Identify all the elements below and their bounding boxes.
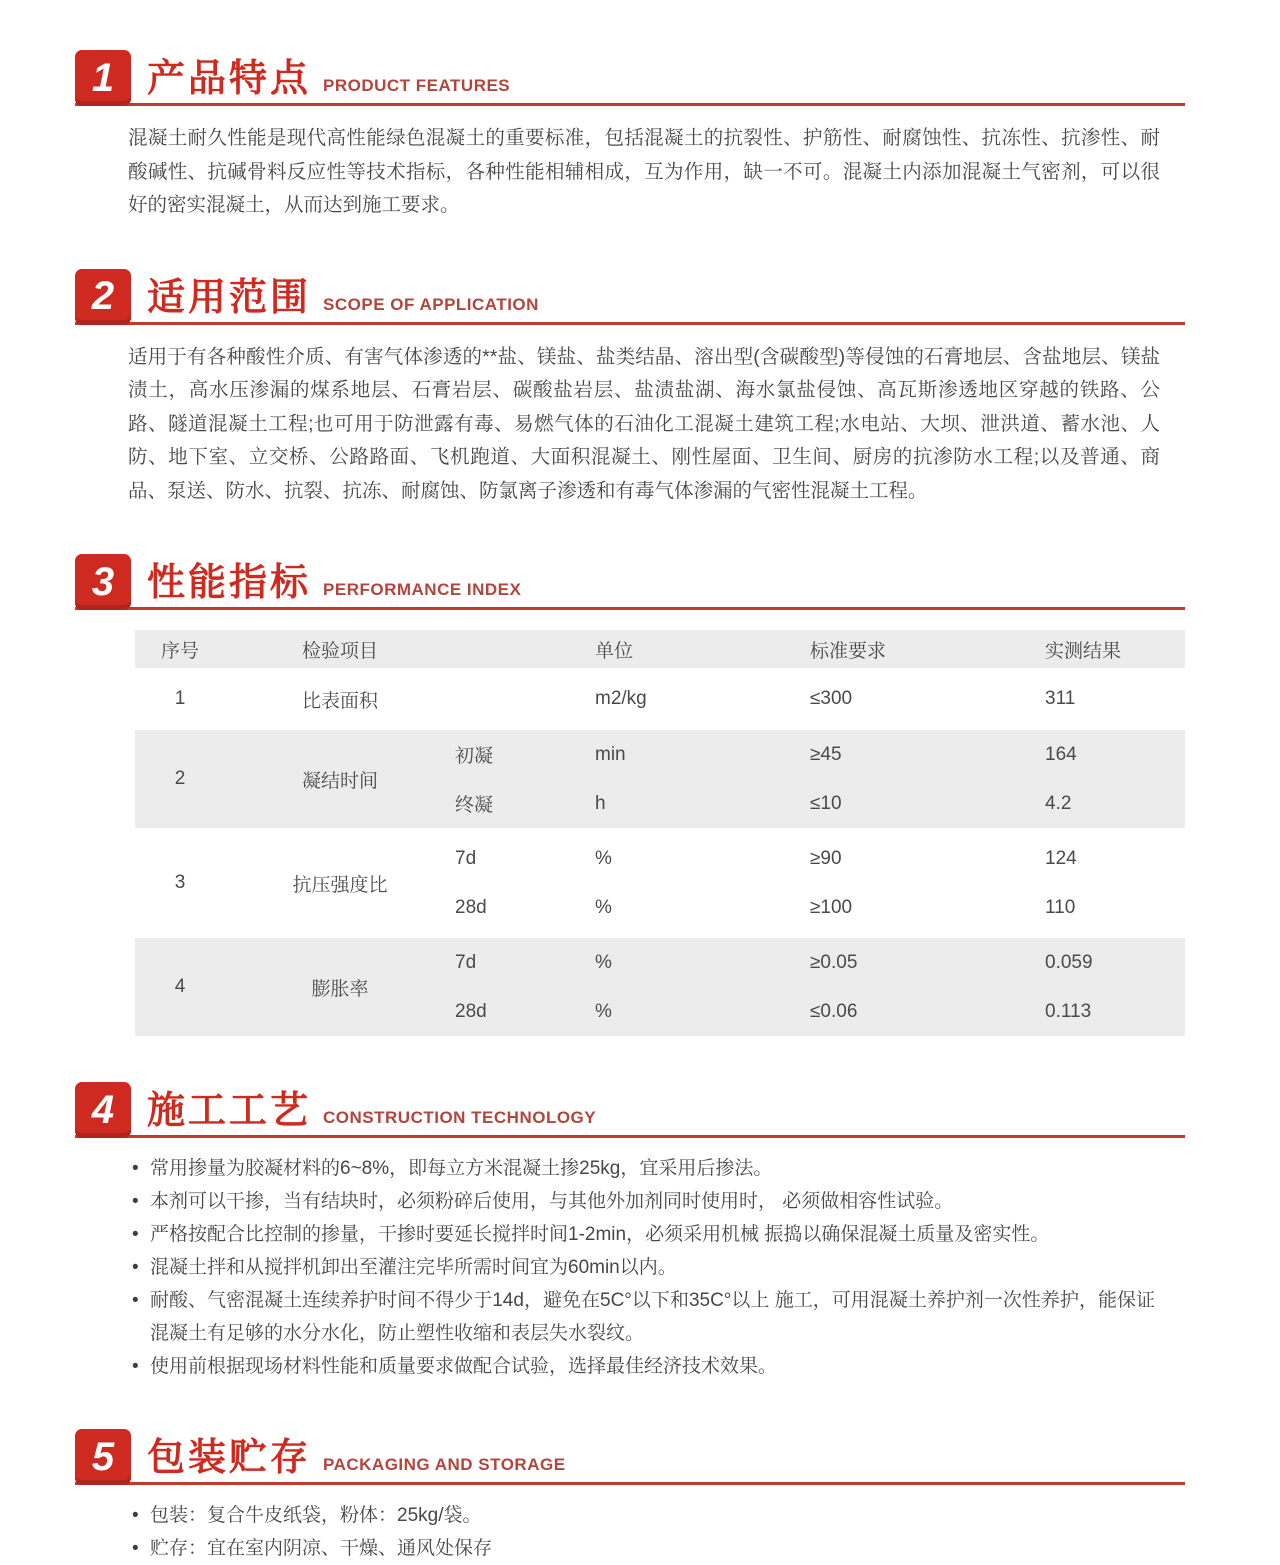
bullet-item: • 混凝土拌和从搅拌机卸出至灌注完毕所需时间宜为60min以内。 (128, 1251, 1155, 1284)
bullet-item: • 使用前根据现场材料性能和质量要求做配合试验，选择最佳经济技术效果。 (128, 1350, 1155, 1383)
section-construction-technology (75, 1082, 1185, 1383)
cell-standard: ≥90 (810, 847, 842, 869)
section-performance-index (75, 554, 1185, 1036)
cell-standard: ≤300 (810, 688, 853, 709)
section-number: 5 (91, 1434, 115, 1479)
cell-item: 凝结时间 (301, 770, 378, 792)
section-product-features (75, 50, 1185, 223)
cell-unit: m2/kg (595, 688, 647, 709)
cell-standard: ≥0.05 (810, 951, 858, 973)
section-header (75, 50, 1185, 106)
col-header-result: 实测结果 (1045, 640, 1122, 662)
cell-unit: % (595, 951, 612, 973)
table-row (135, 674, 1185, 724)
section-number-badge (75, 1429, 131, 1485)
section-number: 1 (91, 55, 115, 100)
col-header-unit: 单位 (595, 640, 634, 662)
section-subtitle-en: CONSTRUCTION TECHNOLOGY (323, 1108, 597, 1127)
features-paragraph: 混凝土耐久性能是现代高性能绿色混凝土的重要标准，包括混凝土的抗裂性、护筋性、耐腐蚀性、抗冻性、抗渗性、耐酸碱性、抗碱骨料反应性等技术指标，各种性能相辅相成，互为作用，缺一不可。混凝土内添加混凝土气密剂，可以很好的密实混凝土，从而达到施工要求。 (128, 127, 1160, 216)
col-header-no: 序号 (160, 640, 199, 662)
section-number: 2 (91, 274, 115, 318)
section-scope-of-application (75, 269, 1185, 509)
section-subtitle-en: PERFORMANCE INDEX (323, 580, 522, 599)
section-number-badge (75, 50, 131, 106)
cell-unit: h (595, 792, 606, 814)
cell-unit: % (595, 1000, 612, 1022)
table-header-row (135, 630, 1185, 668)
cell-unit: min (595, 743, 626, 765)
section-title: 性能指标 (147, 562, 312, 604)
section-subtitle-en: PACKAGING AND STORAGE (323, 1455, 566, 1474)
section-subtitle-en: SCOPE OF APPLICATION (323, 294, 539, 314)
table-row (135, 938, 1185, 1036)
section-number-badge (75, 1082, 131, 1138)
cell-unit: % (595, 896, 612, 918)
section-header (75, 554, 1185, 610)
cell-standard: ≤10 (810, 792, 842, 814)
cell-no: 4 (174, 976, 186, 997)
cell-sub: 终凝 (455, 795, 494, 816)
section-subtitle-en: PRODUCT FEATURES (323, 76, 511, 95)
cell-result: 0.059 (1045, 951, 1093, 973)
section-number: 3 (91, 559, 115, 604)
bullet-item: • 贮存：宜在室内阴凉、干燥、通风处保存 (128, 1532, 1155, 1565)
section-title: 包装贮存 (147, 1437, 312, 1479)
bullet-item: • 耐酸、气密混凝土连续养护时间不得少于14d，避免在5C°以下和35C°以上 施工，可用混凝土养护剂一次性养护，能保证混凝土有足够的水分水化，防止塑性收缩和表层失水裂纹。 (128, 1284, 1155, 1350)
section-header (75, 269, 1185, 325)
col-header-item: 检验项目 (301, 640, 378, 662)
cell-unit: % (595, 847, 612, 869)
cell-item: 抗压强度比 (292, 874, 388, 896)
cell-sub: 7d (455, 847, 477, 869)
bullet-item: • 严格按配合比控制的掺量，干掺时要延长搅拌时间1-2min，必须采用机械 振捣以确保混凝土质量及密实性。 (128, 1218, 1155, 1251)
section-title: 产品特点 (147, 58, 312, 100)
bullet-item: • 包装：复合牛皮纸袋，粉体：25kg/袋。 (128, 1499, 1155, 1532)
cell-no: 2 (174, 768, 186, 789)
cell-sub: 7d (455, 951, 477, 973)
section-packaging-and-storage (75, 1429, 1185, 1565)
performance-table (135, 630, 1185, 1036)
cell-result: 4.2 (1045, 792, 1072, 814)
section-header (75, 1429, 1185, 1485)
cell-item: 膨胀率 (311, 978, 369, 1000)
scope-paragraph: 适用于有各种酸性介质、有害气体渗透的**盐、镁盐、盐类结晶、溶出型(含碳酸型)等侵蚀的石膏地层、含盐地层、镁盐渍土，高水压渗漏的煤系地层、石膏岩层、碳酸盐岩层、盐渍盐湖、海水氯盐侵蚀、高瓦斯渗透地区穿越的铁路、公路、隧道混凝土工程;也可用于防泄露有毒、易燃气体的石油化工混凝土建筑工程;水电站、大坝、泄洪道、蓄水池、人防、地下室、立交桥、公路路面、飞机跑道、大面积混凝土、刚性屋面、卫生间、厨房的抗渗防水工程;以及普通、商品、泵送、防水、抗裂、抗冻、耐腐蚀、防氯离子渗透和有毒气体渗漏的气密性混凝土工程。 (128, 345, 1160, 502)
cell-result: 0.113 (1045, 1000, 1092, 1022)
cell-result: 124 (1045, 847, 1077, 869)
section-number: 4 (91, 1087, 115, 1132)
cell-sub: 28d (455, 1000, 487, 1022)
cell-sub: 初凝 (455, 746, 494, 767)
cell-result: 311 (1045, 688, 1076, 709)
cell-result: 110 (1045, 896, 1076, 918)
packaging-bullet-list (128, 1499, 1185, 1565)
cell-item: 比表面积 (301, 690, 378, 712)
col-header-standard: 标准要求 (810, 640, 887, 662)
cell-sub: 28d (455, 896, 487, 918)
cell-sub (455, 674, 595, 724)
section-number-badge (75, 269, 131, 325)
section-title: 适用范围 (147, 276, 312, 319)
section-header (75, 1082, 1185, 1138)
table-row (135, 730, 1185, 828)
cell-result: 164 (1045, 743, 1077, 765)
section-number-badge (75, 554, 131, 610)
table-row (135, 834, 1185, 932)
bullet-item: • 常用掺量为胶凝材料的6~8%，即每立方米混凝土掺25kg，宜采用后掺法。 (128, 1152, 1155, 1185)
cell-no: 3 (174, 872, 186, 893)
cell-standard: ≥45 (810, 743, 842, 765)
col-header-sub (455, 630, 595, 668)
section-title: 施工工艺 (147, 1090, 312, 1132)
cell-no: 1 (174, 688, 186, 709)
cell-standard: ≤0.06 (810, 1000, 858, 1022)
construction-bullet-list (128, 1152, 1185, 1383)
cell-standard: ≥100 (810, 896, 853, 918)
bullet-item: • 本剂可以干掺，当有结块时，必须粉碎后使用，与其他外加剂同时使用时， 必须做相容性试验。 (128, 1185, 1155, 1218)
